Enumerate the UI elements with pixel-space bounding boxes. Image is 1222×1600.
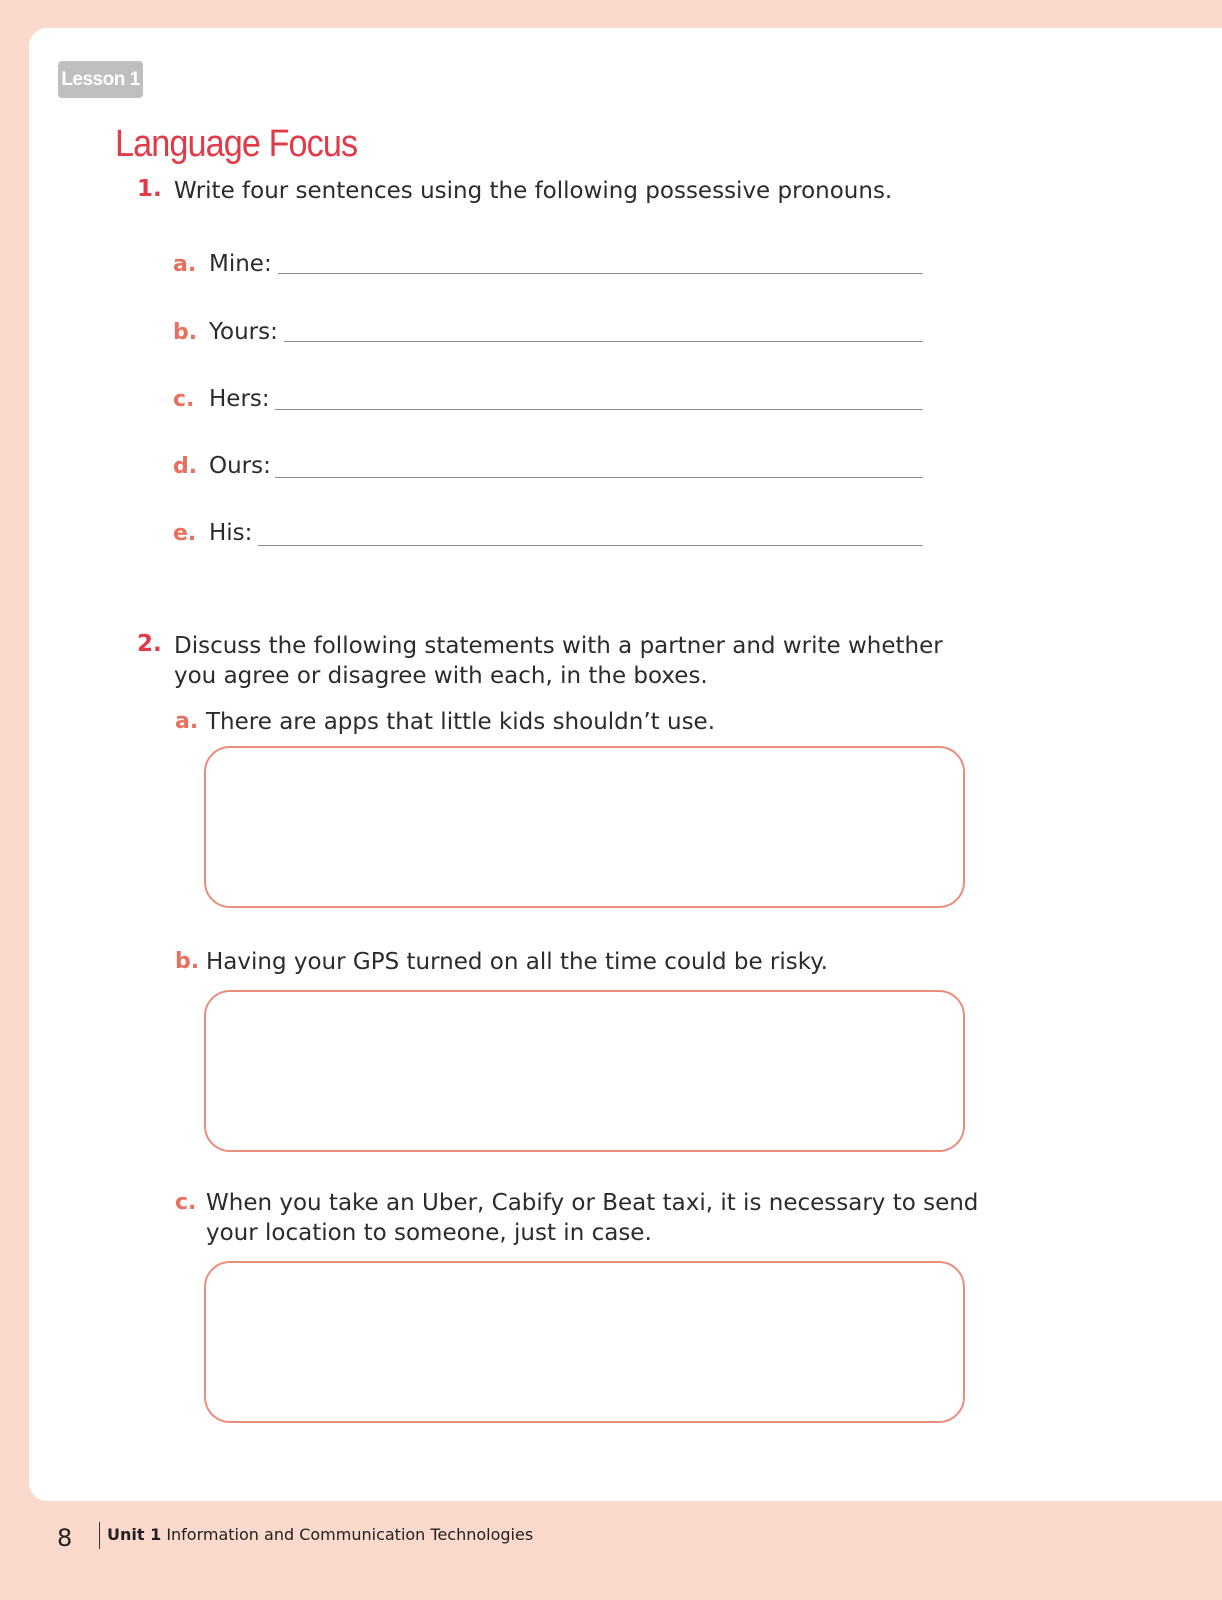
q2-item-a-statement: There are apps that little kids shouldn’t use. bbox=[206, 709, 716, 735]
q1-item-d-label: Ours: bbox=[209, 453, 271, 479]
q1-item-a-answer-line[interactable] bbox=[278, 273, 923, 274]
q1-item-c-label: Hers: bbox=[209, 386, 270, 412]
q1-item-d-answer-line[interactable] bbox=[275, 477, 923, 478]
footer-unit-label: Unit 1 bbox=[107, 1525, 162, 1544]
page-number: 8 bbox=[57, 1524, 73, 1552]
q2-item-c-statement-line-2: your location to someone, just in case. bbox=[206, 1220, 652, 1246]
question-2-prompt-line-1: Discuss the following statements with a partner and write whether bbox=[174, 633, 943, 659]
q2-item-b-statement: Having your GPS turned on all the time could be risky. bbox=[206, 949, 828, 975]
footer-divider bbox=[99, 1522, 100, 1549]
lesson-badge: Lesson 1 bbox=[58, 61, 143, 98]
q1-item-e-answer-line[interactable] bbox=[258, 545, 923, 546]
q1-item-c-answer-line[interactable] bbox=[275, 409, 923, 410]
q2-item-b-answer-box[interactable] bbox=[204, 990, 965, 1152]
q1-item-b-answer-line[interactable] bbox=[284, 341, 923, 342]
q2-item-c-statement-line-1: When you take an Uber, Cabify or Beat taxi, it is necessary to send bbox=[206, 1190, 979, 1216]
q1-item-b-letter: b. bbox=[173, 320, 198, 345]
q2-item-b-letter: b. bbox=[175, 949, 200, 974]
question-2-prompt-line-2: you agree or disagree with each, in the boxes. bbox=[174, 663, 708, 689]
q1-item-d-letter: d. bbox=[173, 454, 198, 479]
q1-item-c-letter: c. bbox=[173, 387, 195, 412]
footer-unit-title: Information and Communication Technologies bbox=[166, 1525, 534, 1544]
q1-item-a-label: Mine: bbox=[209, 251, 272, 277]
question-1-number: 1. bbox=[137, 176, 162, 202]
q1-item-b-label: Yours: bbox=[209, 319, 278, 345]
question-1-prompt: Write four sentences using the following possessive pronouns. bbox=[174, 178, 893, 204]
footer-unit bbox=[107, 1525, 533, 1544]
q1-item-e-label: His: bbox=[209, 520, 253, 546]
q2-item-a-answer-box[interactable] bbox=[204, 746, 965, 908]
q1-item-e-letter: e. bbox=[173, 521, 197, 546]
question-2-number: 2. bbox=[137, 631, 162, 657]
q2-item-c-letter: c. bbox=[175, 1190, 197, 1215]
section-title: Language Focus bbox=[115, 123, 358, 165]
q1-item-a-letter: a. bbox=[173, 252, 197, 277]
q2-item-a-letter: a. bbox=[175, 709, 199, 734]
q2-item-c-answer-box[interactable] bbox=[204, 1261, 965, 1423]
